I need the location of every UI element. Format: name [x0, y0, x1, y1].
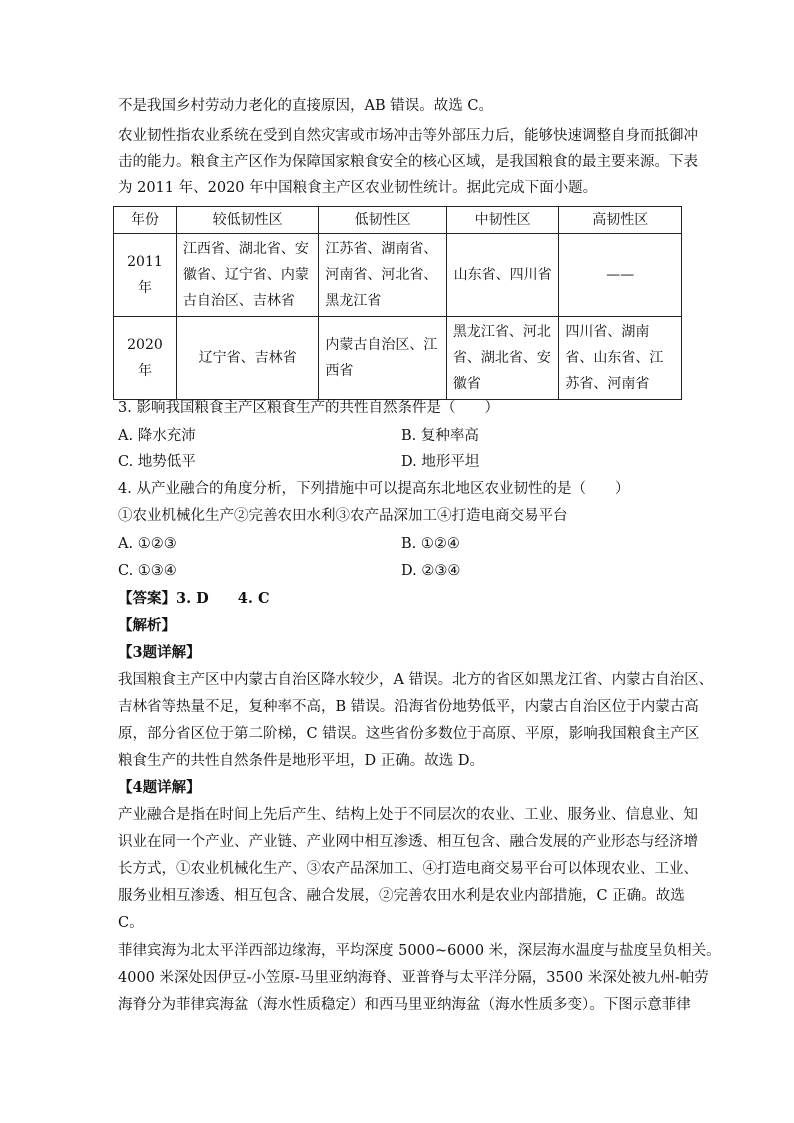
table-cell: 江苏省、湖南省、河南省、河北省、黑龙江省 [319, 234, 447, 317]
answer-line: 【答案】3. D 4. C [118, 590, 270, 607]
option-c: C. ①③④ [118, 563, 177, 579]
option-a: A. 降水充沛 [118, 428, 196, 444]
text-line: 菲律宾海为北太平洋西部边缘海，平均深度 5000~6000 米，深层海水温度与盐度呈负相关。 [118, 943, 721, 959]
question-4-items: ①农业机械化生产②完善农田水利③农产品深加工④打造电商交易平台 [118, 508, 568, 524]
text-line: C。 [118, 915, 144, 931]
table-cell-year: 2020 年 [114, 317, 177, 400]
text-line: 不是我国乡村劳动力老化的直接原因，AB 错误。故选 C。 [118, 98, 493, 114]
option-a: A. ①②③ [118, 536, 177, 552]
table-header: 年份 [114, 207, 177, 234]
text-line: 产业融合是指在时间上先后产生、结构上处于不同层次的农业、工业、服务业、信息业、知 [118, 807, 698, 823]
text-line: 我国粮食主产区中内蒙古自治区降水较少，A 错误。北方的省区如黑龙江省、内蒙古自治区、 [118, 672, 714, 688]
table-cell: —— [559, 234, 682, 317]
analysis-label: 【解析】 [118, 617, 176, 634]
text-line: 长方式，①农业机械化生产、③农产品深加工、④打造电商交易平台可以体现农业、工业、 [118, 861, 698, 877]
option-b: B. 复种率高 [401, 428, 479, 444]
question-4-stem: 4. 从产业融合的角度分析，下列措施中可以提高东北地区农业韧性的是（ ） [118, 481, 630, 497]
text-line: 海脊分为菲律宾海盆（海水性质稳定）和西马里亚纳海盆（海水性质多变）。下图示意菲律 [118, 997, 691, 1013]
table-cell: 山东省、四川省 [446, 234, 559, 317]
q4-detail-label: 【4题详解】 [118, 779, 201, 796]
text-line: 4000 米深处因伊豆-小笠原-马里亚纳海脊、亚普脊与太平洋分隔，3500 米深处被九州-帕劳 [118, 970, 709, 986]
text-line: 识业在同一个产业、产业链、产业网中相互渗透、相互包含、融合发展的产业形态与经济增 [118, 834, 698, 850]
table-cell: 四川省、湖南省、山东省、江苏省、河南省 [559, 317, 682, 400]
table-row [114, 317, 682, 400]
text-line: 原，部分省区位于第二阶梯，C 错误。这些省份多数位于高原、平原，影响我国粮食主产区 [118, 726, 700, 742]
text-line: 粮食生产的共性自然条件是地形平坦，D 正确。故选 D。 [118, 753, 484, 769]
table-cell: 辽宁省、吉林省 [176, 317, 318, 400]
option-c: C. 地势低平 [118, 454, 196, 470]
table-header-row [114, 207, 682, 234]
table-cell: 江西省、湖北省、安徽省、辽宁省、内蒙古自治区、吉林省 [176, 234, 318, 317]
option-b: B. ①②④ [401, 536, 460, 552]
option-d: D. 地形平坦 [401, 454, 480, 470]
table-header: 低韧性区 [319, 207, 447, 234]
table-header: 高韧性区 [559, 207, 682, 234]
table-cell: 内蒙古自治区、江西省 [319, 317, 447, 400]
question-3-stem: 3. 影响我国粮食主产区粮食生产的共性自然条件是（ ） [118, 400, 499, 416]
text-line: 为 2011 年、2020 年中国粮食主产区农业韧性统计。据此完成下面小题。 [118, 180, 598, 196]
q3-detail-label: 【3题详解】 [118, 644, 201, 661]
table-header: 较低韧性区 [176, 207, 318, 234]
table-cell: 黑龙江省、河北省、湖北省、安徽省 [446, 317, 559, 400]
option-d: D. ②③④ [401, 563, 461, 579]
resilience-table [113, 206, 682, 400]
text-line: 服务业相互渗透、相互包含、融合发展，②完善农田水利是农业内部措施，C 正确。故选 [118, 888, 685, 904]
text-line: 击的能力。粮食主产区作为保障国家粮食安全的核心区域，是我国粮食的最主要来源。下表 [118, 154, 698, 170]
table-header: 中韧性区 [446, 207, 559, 234]
text-line: 吉林省等热量不足，复种率不高，B 错误。沿海省份地势低平，内蒙古自治区位于内蒙古高 [118, 699, 699, 715]
table-cell-year: 2011 年 [114, 234, 177, 317]
table-row [114, 234, 682, 317]
text-line: 农业韧性指农业系统在受到自然灾害或市场冲击等外部压力后，能够快速调整自身而抵御冲 [118, 128, 698, 144]
